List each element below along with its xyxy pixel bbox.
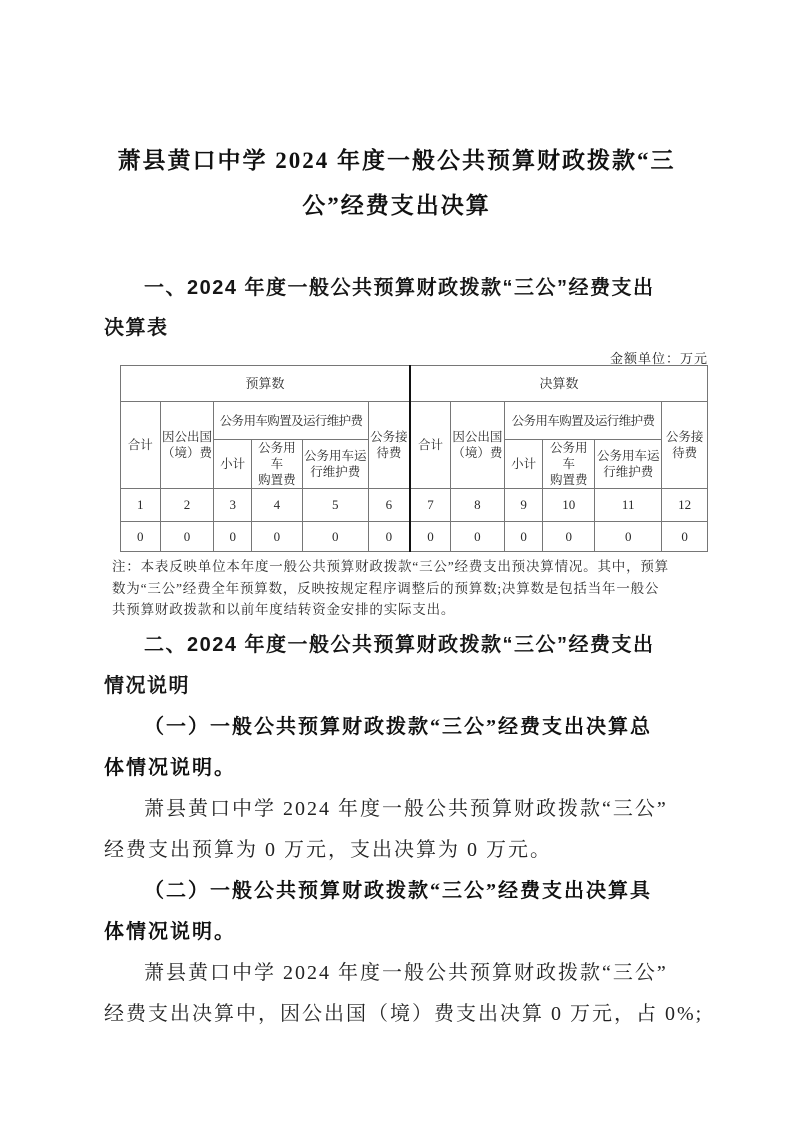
table-value-row xyxy=(121,522,708,552)
final-abroad-header-line-1: 因公出国 xyxy=(452,430,503,444)
final-total-header: 合计 xyxy=(410,402,451,489)
col-number: 6 xyxy=(368,489,410,522)
page-title xyxy=(0,0,793,228)
section1-heading xyxy=(104,268,708,348)
value-cell: 0 xyxy=(214,522,252,552)
final-maintain-header-line-1: 公务用车运 xyxy=(596,449,660,463)
budget-purchase-header xyxy=(251,440,302,489)
budget-abroad-header-line-2: （境）费 xyxy=(161,446,212,460)
amount-unit-label: 金额单位：万元 xyxy=(609,351,708,366)
subsection2-heading-line-1: （二）一般公共预算财政拨款“三公”经费支出决算具 xyxy=(144,879,652,902)
section2-heading-line-1: 二、2024 年度一般公共预算财政拨款“三公”经费支出 xyxy=(144,633,655,656)
section2-heading-line-2: 情况说明 xyxy=(104,674,190,697)
final-maintain-header xyxy=(595,440,662,489)
budget-total-header: 合计 xyxy=(121,402,161,489)
three-public-expense-table xyxy=(120,365,708,552)
col-number: 10 xyxy=(543,489,595,522)
table-column-number-row xyxy=(121,489,708,522)
page-title-line-2: 公”经费支出决算 xyxy=(302,193,491,218)
col-number: 1 xyxy=(121,489,161,522)
value-cell: 0 xyxy=(160,522,214,552)
subsection2-heading-line-2: 体情况说明。 xyxy=(104,920,236,943)
col-number: 11 xyxy=(595,489,662,522)
budget-maintain-header-line-2: 行维护费 xyxy=(310,465,361,479)
subsection2-paragraph-line-1: 萧县黄口中学 2024 年度一般公共预算财政拨款“三公” xyxy=(144,961,668,984)
budget-vehicle-group-header: 公务用车购置及运行维护费 xyxy=(214,402,368,440)
section1-heading-line-2: 决算表 xyxy=(104,317,169,339)
subsection1-paragraph-line-1: 萧县黄口中学 2024 年度一般公共预算财政拨款“三公” xyxy=(144,797,668,820)
document-body xyxy=(104,268,708,1035)
page-title-line-1: 萧县黄口中学 2024 年度一般公共预算财政拨款“三 xyxy=(117,148,676,173)
final-reception-header-line-1: 公务接 xyxy=(665,430,704,444)
final-group-header: 决算数 xyxy=(410,366,708,402)
col-number: 8 xyxy=(451,489,505,522)
section1-heading-line-1: 一、2024 年度一般公共预算财政拨款“三公”经费支出 xyxy=(144,277,655,299)
final-vehicle-group-header: 公务用车购置及运行维护费 xyxy=(504,402,661,440)
subsection1-paragraph xyxy=(104,789,708,871)
value-cell: 0 xyxy=(251,522,302,552)
col-number: 7 xyxy=(410,489,451,522)
subsection1-heading-line-1: （一）一般公共预算财政拨款“三公”经费支出决算总 xyxy=(144,715,652,738)
final-abroad-header xyxy=(451,402,505,489)
col-number: 3 xyxy=(214,489,252,522)
budget-maintain-header xyxy=(302,440,368,489)
final-maintain-header-line-2: 行维护费 xyxy=(603,465,654,479)
budget-abroad-header-line-1: 因公出国 xyxy=(161,430,212,444)
col-number: 2 xyxy=(160,489,214,522)
final-abroad-header-line-2: （境）费 xyxy=(452,446,503,460)
table-note-line-3: 共预算财政拨款和以前年度结转资金安排的实际支出。 xyxy=(112,602,456,617)
final-purchase-header-line-2: 购置费 xyxy=(550,473,588,487)
value-cell: 0 xyxy=(368,522,410,552)
final-purchase-header xyxy=(543,440,595,489)
value-cell: 0 xyxy=(410,522,451,552)
subsection1-paragraph-line-2: 经费支出预算为 0 万元，支出决算为 0 万元。 xyxy=(104,838,552,861)
table-note-line-2: 数为“三公”经费全年预算数，反映按规定程序调整后的预算数;决算数是包括当年一般公 xyxy=(112,580,660,596)
value-cell: 0 xyxy=(543,522,595,552)
subsection2-paragraph-line-2: 经费支出决算中，因公出国（境）费支出决算 0 万元，占 0%; xyxy=(104,1002,704,1025)
budget-maintain-header-line-1: 公务用车运 xyxy=(303,449,367,463)
final-subtotal-header: 小计 xyxy=(504,440,543,489)
value-cell: 0 xyxy=(595,522,662,552)
table-note-line-1: 注：本表反映单位本年度一般公共预算财政拨款“三公”经费支出预决算情况。其中，预算 xyxy=(112,559,669,574)
value-cell: 0 xyxy=(451,522,505,552)
budget-reception-header xyxy=(368,402,410,489)
subsection1-heading-line-2: 体情况说明。 xyxy=(104,756,236,779)
final-reception-header xyxy=(662,402,708,489)
value-cell: 0 xyxy=(504,522,543,552)
final-purchase-header-line-1: 公务用车 xyxy=(550,441,588,471)
subsection2-paragraph xyxy=(104,953,708,1035)
budget-purchase-header-line-1: 公务用车 xyxy=(258,441,296,471)
value-cell: 0 xyxy=(302,522,368,552)
table-group-header-row xyxy=(121,366,708,402)
budget-reception-header-line-1: 公务接 xyxy=(370,430,408,444)
value-cell: 0 xyxy=(121,522,161,552)
section2-heading xyxy=(104,625,708,707)
col-number: 9 xyxy=(504,489,543,522)
col-number: 4 xyxy=(251,489,302,522)
budget-purchase-header-line-2: 购置费 xyxy=(258,473,296,487)
table-note xyxy=(112,556,704,621)
table-header-row-1 xyxy=(121,402,708,440)
budget-abroad-header xyxy=(160,402,214,489)
budget-group-header: 预算数 xyxy=(121,366,410,402)
final-reception-header-line-2: 待费 xyxy=(672,446,698,460)
subsection2-heading xyxy=(104,871,708,953)
subsection1-heading xyxy=(104,707,708,789)
col-number: 5 xyxy=(302,489,368,522)
value-cell: 0 xyxy=(662,522,708,552)
budget-reception-header-line-2: 待费 xyxy=(376,446,402,460)
budget-subtotal-header: 小计 xyxy=(214,440,252,489)
col-number: 12 xyxy=(662,489,708,522)
